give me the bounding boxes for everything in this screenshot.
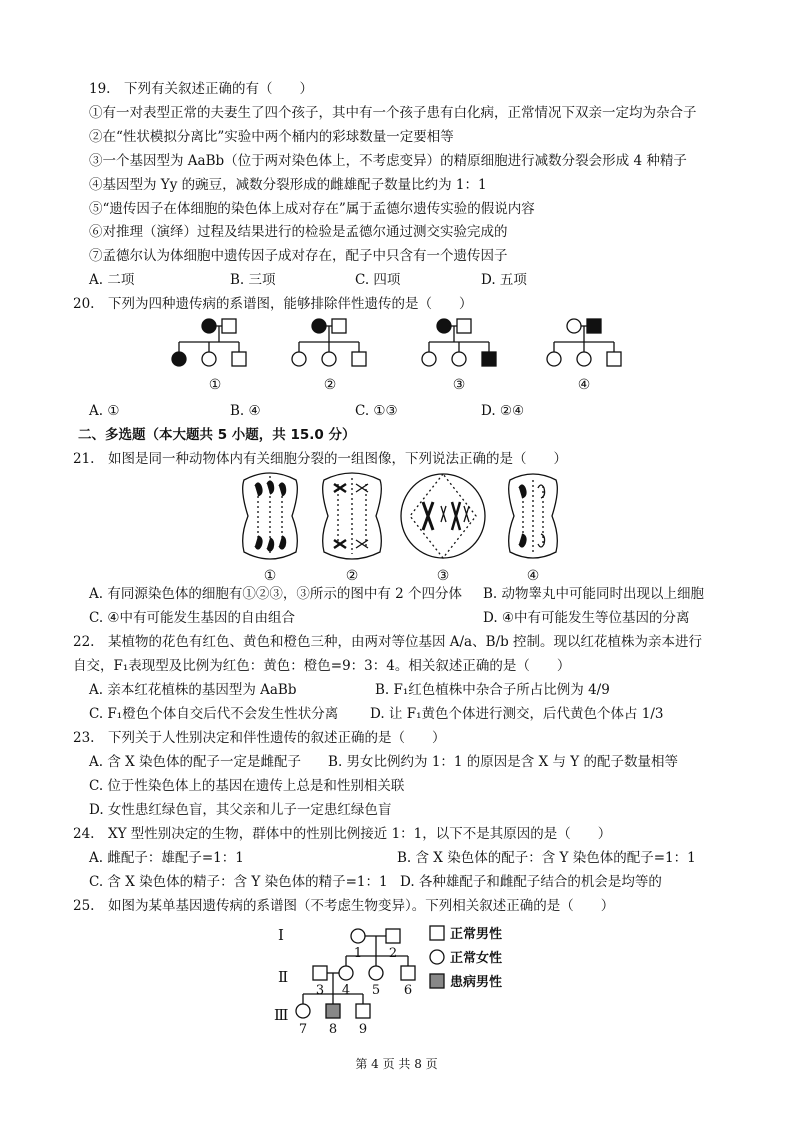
q24-option-b[interactable]: B. 含 X 染色体的配子：含 Y 染色体的配子=1：1 bbox=[397, 850, 696, 866]
q24-option-d[interactable]: D. 各种雄配子和雌配子结合的机会是均等的 bbox=[400, 874, 662, 890]
individual-4 bbox=[339, 966, 353, 980]
q25-pedigree-figure bbox=[270, 920, 530, 1040]
q20-option-c[interactable]: C. ①③ bbox=[355, 403, 398, 419]
q24-option-c[interactable]: C. 含 X 染色体的精子：含 Y 染色体的精子=1：1 bbox=[89, 874, 388, 890]
q19-item-5: ⑤“遗传因子在体细胞的染色体上成对存在”属于孟德尔遗传实验的假说内容 bbox=[89, 201, 535, 217]
q23-option-c[interactable]: C. 位于性染色体上的基因在遗传上总是和性别相关联 bbox=[89, 778, 405, 794]
individual-7 bbox=[296, 1004, 310, 1018]
section-heading: 二、多选题（本大题共 5 小题，共 15.0 分） bbox=[78, 427, 356, 443]
q23-option-a-b[interactable]: A. 含 X 染色体的配子一定是雌配子 B. 男女比例约为 1：1 的原因是含 X 与 Y 的配子数量相等 bbox=[89, 754, 678, 770]
cell-label-4: ④ bbox=[526, 568, 540, 584]
q19-item-7: ⑦孟德尔认为体细胞中遗传因子成对存在，配子中只含有一个遗传因子 bbox=[89, 248, 508, 264]
generation-II: Ⅱ bbox=[278, 968, 289, 986]
individual-5 bbox=[369, 966, 383, 980]
q22-option-c[interactable]: C. F₁橙色个体自交后代不会发生性状分离 bbox=[89, 706, 339, 722]
pedigree-label-2: ② bbox=[323, 377, 337, 393]
pedigree-1 bbox=[172, 319, 246, 366]
cell-label-3: ③ bbox=[436, 568, 450, 584]
q20-stem: 20. 下列为四种遗传病的系谱图，能够排除伴性遗传的是（ ） bbox=[73, 296, 473, 312]
cell-3 bbox=[401, 474, 485, 558]
legend-affected-male: 患病男性 bbox=[450, 975, 503, 990]
q20-option-b[interactable]: B. ④ bbox=[230, 403, 261, 419]
q19-option-c[interactable]: C. 四项 bbox=[355, 272, 401, 288]
cell-label-1: ① bbox=[263, 568, 277, 584]
q19-item-6: ⑥对推理（演绎）过程及结果进行的检验是孟德尔通过测交实验完成的 bbox=[89, 224, 508, 240]
q20-pedigrees-figure bbox=[150, 310, 650, 405]
pedigree-label-3: ③ bbox=[452, 377, 466, 393]
label-5: 5 bbox=[371, 983, 381, 998]
legend-normal-female: 正常女性 bbox=[450, 951, 503, 966]
q19-item-1: ①有一对表型正常的夫妻生了四个孩子，其中有一个孩子患有白化病，正常情况下双亲一定均为杂合子 bbox=[89, 105, 697, 121]
individual-6 bbox=[401, 966, 415, 980]
pedigree-4 bbox=[547, 319, 621, 366]
pedigree-label-1: ① bbox=[208, 377, 222, 393]
label-8: 8 bbox=[328, 1022, 338, 1037]
q19-option-b[interactable]: B. 三项 bbox=[230, 272, 276, 288]
q19-option-a[interactable]: A. 二项 bbox=[89, 272, 135, 288]
q25-stem: 25. 如图为某单基因遗传病的系谱图（不考虑生物变异）。下列相关叙述正确的是（ ） bbox=[73, 898, 615, 914]
q23-stem: 23. 下列关于人性别决定和伴性遗传的叙述正确的是（ ） bbox=[73, 730, 446, 746]
q21-option-d[interactable]: D. ④中有可能发生等位基因的分离 bbox=[483, 610, 690, 626]
q22-option-d[interactable]: D. 让 F₁黄色个体进行测交，后代黄色个体占 1/3 bbox=[370, 706, 664, 722]
individual-2 bbox=[386, 929, 400, 943]
cell-4 bbox=[509, 474, 558, 558]
q22-stem-line2: 自交，F₁表现型及比例为红色：黄色：橙色=9：3：4。相关叙述正确的是（ ） bbox=[73, 658, 571, 674]
pedigree-label-4: ④ bbox=[577, 377, 591, 393]
generation-III: Ⅲ bbox=[274, 1006, 289, 1024]
q19-item-4: ④基因型为 Yy 的豌豆，减数分裂形成的雌雄配子数量比约为 1：1 bbox=[89, 177, 487, 193]
q19-item-3: ③一个基因型为 AaBb（位于两对染色体上，不考虑变异）的精原细胞进行减数分裂会形成 4 种精子 bbox=[89, 153, 687, 169]
label-6: 6 bbox=[403, 983, 413, 998]
individual-3 bbox=[313, 966, 327, 980]
label-2: 2 bbox=[388, 946, 398, 961]
q19-stem: 19. 下列有关叙述正确的有（ ） bbox=[89, 81, 313, 97]
pedigree-2 bbox=[292, 319, 366, 366]
q21-option-c[interactable]: C. ④中有可能发生基因的自由组合 bbox=[89, 610, 296, 626]
q21-stem: 21. 如图是同一种动物体内有关细胞分裂的一组图像，下列说法正确的是（ ） bbox=[73, 451, 567, 467]
q19-item-2: ②在“性状模拟分离比”实验中两个桶内的彩球数量一定要相等 bbox=[89, 129, 454, 145]
page-footer: 第 4 页 共 8 页 bbox=[355, 1057, 438, 1071]
q21-cells-figure bbox=[230, 466, 560, 586]
q22-option-b[interactable]: B. F₁红色植株中杂合子所占比例为 4/9 bbox=[375, 682, 610, 698]
cell-1 bbox=[243, 473, 298, 559]
q23-option-d[interactable]: D. 女性患红绿色盲，其父亲和儿子一定患红绿色盲 bbox=[89, 802, 392, 818]
q21-option-a[interactable]: A. 有同源染色体的细胞有①②③，③所示的图中有 2 个四分体 bbox=[89, 586, 463, 602]
label-4: 4 bbox=[341, 983, 351, 998]
individual-8 bbox=[326, 1004, 340, 1018]
generation-I: Ⅰ bbox=[278, 926, 284, 944]
label-7: 7 bbox=[298, 1022, 308, 1037]
legend-affected-male-symbol bbox=[430, 974, 444, 988]
q24-stem: 24. XY 型性别决定的生物，群体中的性别比例接近 1：1，以下不是其原因的是（ ） bbox=[73, 826, 612, 842]
individual-9 bbox=[356, 1004, 370, 1018]
label-1: 1 bbox=[353, 946, 363, 961]
q19-option-d[interactable]: D. 五项 bbox=[481, 272, 527, 288]
cell-label-2: ② bbox=[345, 568, 359, 584]
individual-1 bbox=[351, 929, 365, 943]
label-3: 3 bbox=[315, 983, 325, 998]
q20-option-a[interactable]: A. ① bbox=[89, 403, 120, 419]
cell-2 bbox=[323, 473, 382, 559]
q21-option-b[interactable]: B. 动物睾丸中可能同时出现以上细胞 bbox=[483, 586, 705, 602]
q20-option-d[interactable]: D. ②④ bbox=[481, 403, 525, 419]
legend-normal-female-symbol bbox=[430, 950, 444, 964]
legend-normal-male: 正常男性 bbox=[450, 927, 503, 942]
q24-option-a[interactable]: A. 雌配子：雄配子=1：1 bbox=[89, 850, 244, 866]
pedigree-3 bbox=[422, 319, 496, 366]
q22-stem-line1: 22. 某植物的花色有红色、黄色和橙色三种，由两对等位基因 A/a、B/b 控制。现以红花植株为亲本进行 bbox=[73, 634, 703, 650]
legend-normal-male-symbol bbox=[430, 926, 444, 940]
label-9: 9 bbox=[358, 1022, 368, 1037]
q22-option-a[interactable]: A. 亲本红花植株的基因型为 AaBb bbox=[89, 682, 297, 698]
